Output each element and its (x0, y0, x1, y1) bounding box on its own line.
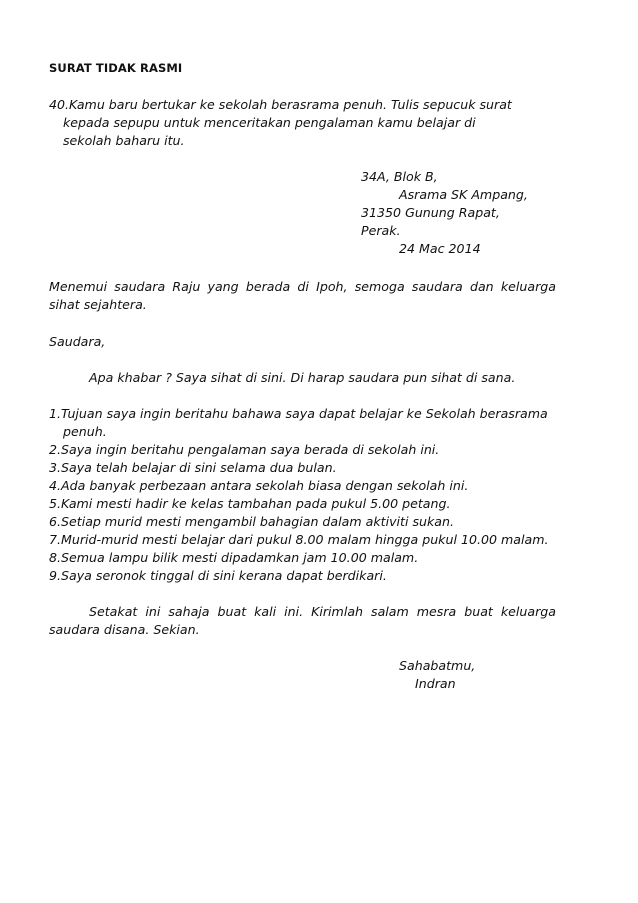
address-line-1: 34A, Blok B, (361, 169, 438, 184)
point-9: 9.Saya seronok tinggal di sini kerana dapat berdikari. (49, 568, 387, 583)
address-line-2: Asrama SK Ampang, (399, 187, 528, 202)
greeting-line-2: sihat sejahtera. (49, 297, 147, 312)
question-line-2: kepada sepupu untuk menceritakan pengalaman kamu belajar di (63, 115, 476, 130)
signoff-line: Sahabatmu, (399, 658, 476, 673)
address-line-3: 31350 Gunung Rapat, (361, 205, 500, 220)
page-title: SURAT TIDAK RASMI (49, 61, 183, 75)
closing-line-2: saudara disana. Sekian. (49, 622, 200, 637)
salutation: Saudara, (49, 334, 106, 349)
point-7: 7.Murid-murid mesti belajar dari pukul 8.00 malam hingga pukul 10.00 malam. (49, 532, 549, 547)
letter-date: 24 Mac 2014 (399, 241, 481, 256)
point-3: 3.Saya telah belajar di sini selama dua bulan. (49, 460, 337, 475)
closing-line-1: Setakat ini sahaja buat kali ini. Kirimlah salam mesra buat keluarga (89, 604, 556, 619)
opening-paragraph: Apa khabar ? Saya sihat di sini. Di harap saudara pun sihat di sana. (89, 370, 516, 385)
point-2: 2.Saya ingin beritahu pengalaman saya berada di sekolah ini. (49, 442, 440, 457)
question-line-3: sekolah baharu itu. (63, 133, 185, 148)
point-5: 5.Kami mesti hadir ke kelas tambahan pada pukul 5.00 petang. (49, 496, 451, 511)
signature-name: Indran (415, 676, 456, 691)
point-4: 4.Ada banyak perbezaan antara sekolah biasa dengan sekolah ini. (49, 478, 469, 493)
address-line-4: Perak. (361, 223, 401, 238)
point-6: 6.Setiap murid mesti mengambil bahagian dalam aktiviti sukan. (49, 514, 455, 529)
greeting-line-1: Menemui saudara Raju yang berada di Ipoh, semoga saudara dan keluarga (49, 279, 556, 294)
point-1-continued: penuh. (63, 424, 107, 439)
point-8: 8.Semua lampu bilik mesti dipadamkan jam 10.00 malam. (49, 550, 419, 565)
question-line-1: 40.Kamu baru bertukar ke sekolah berasrama penuh. Tulis sepucuk surat (49, 97, 512, 112)
point-1: 1.Tujuan saya ingin beritahu bahawa saya dapat belajar ke Sekolah berasrama (49, 406, 548, 421)
